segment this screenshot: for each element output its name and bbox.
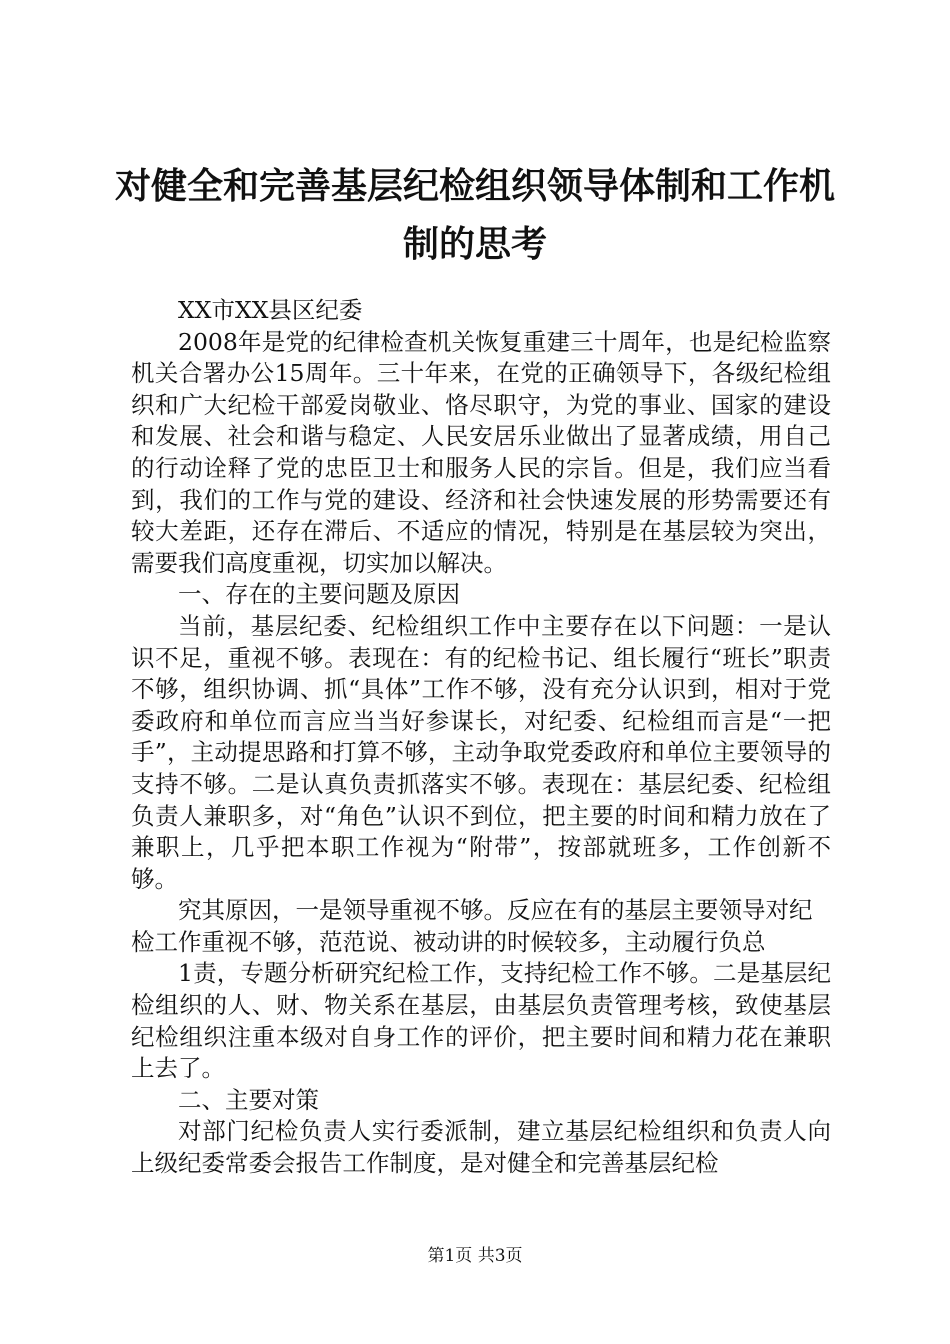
section-heading-2: 二、主要对策 xyxy=(178,1085,319,1114)
section-heading-1: 一、存在的主要问题及原因 xyxy=(178,580,460,609)
title-line-2: 制的思考 xyxy=(402,224,547,265)
paragraph-measures: 对部门纪检负责人实行委派制，建立基层纪检组织和负责人向上级纪委常委会报告工作制度，是对健全和完善基层纪检 xyxy=(131,1117,831,1178)
paragraph-causes: 究其原因，一是领导重视不够。反应在有的基层主要领导对纪检工作重视不够，范范说、被动讲的时候较多，主动履行负总 xyxy=(131,896,813,956)
document-body xyxy=(131,295,831,1180)
title-line-1: 对健全和完善基层纪检组织领导体制和工作机 xyxy=(114,166,835,207)
document-title xyxy=(110,158,840,274)
paragraph-intro: 2008年是党的纪律检查机关恢复重建三十周年，也是纪检监察机关合署办公15周年。三十年来，在党的正确领导下，各级纪检组织和广大纪检干部爱岗敬业、恪尽职守，为党的事业、国家的建设和发展、社会和谐与稳定、人民安居乐业做出了显著成绩，用自己的行动诠释了党的忠臣卫士和服务人民的宗旨。但是，我们应当看到，我们的工作与党的建设、经济和社会快速发展的形势需要还有较大差距，还存在滞后、不适应的情况，特别是在基层较为突出，需要我们高度重视，切实加以解决。 xyxy=(131,327,831,577)
paragraph-causes-cont: 1责，专题分析研究纪检工作，支持纪检工作不够。二是基层纪检组织的人、财、物关系在基层，由基层负责管理考核，致使基层纪检组织注重本级对自身工作的评价，把主要时间和精力花在兼职上去了。 xyxy=(131,959,831,1083)
author-line: XX市XX县区纪委 xyxy=(178,296,363,324)
page-number-footer: 第1页 共3页 xyxy=(427,1246,523,1266)
paragraph-problems: 当前，基层纪委、纪检组织工作中主要存在以下问题：一是认识不足，重视不够。表现在：有的纪检书记、组长履行“班长”职责不够，组织协调、抓“具体”工作不够，没有充分认识到，相对于党委政府和单位而言应当当好参谋长，对纪委、纪检组而言是“一把手”，主动提思路和打算不够，主动争取党委政府和单位主要领导的支持不够。二是认真负责抓落实不够。表现在：基层纪委、纪检组负责人兼职多，对“角色”认识不到位，把主要的时间和精力放在了兼职上，几乎把本职工作视为“附带”，按部就班多，工作创新不够。 xyxy=(131,611,831,893)
